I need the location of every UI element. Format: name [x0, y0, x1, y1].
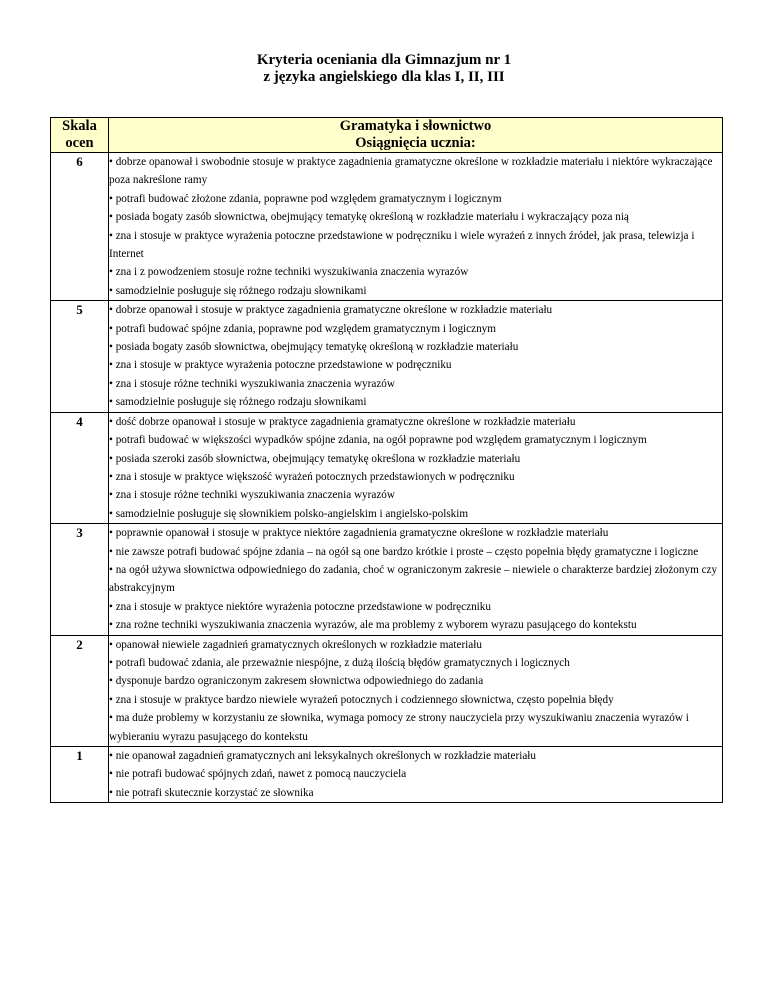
- criteria-item: • zna rożne techniki wyszukiwania znaczenia wyrazów, ale ma problemy z wyborem wyrazu pasującego do kontekstu: [109, 619, 637, 632]
- criteria-item: • potrafi budować złożone zdania, poprawne pod względem gramatycznym i logicznym: [109, 192, 502, 205]
- criteria-item: • zna i stosuje w praktyce niektóre wyrażenia potoczne przedstawione w podręczniku: [109, 600, 491, 613]
- criteria-item: • poprawnie opanował i stosuje w praktyce niektóre zagadnienia gramatyczne określone w rozkładzie materiału: [109, 527, 609, 540]
- criteria-item: • potrafi budować w większości wypadków spójne zdania, na ogół poprawne pod względem gramatycznym i logicznym: [109, 434, 647, 447]
- criteria-cell: [109, 153, 723, 301]
- header-grade-scale: [51, 118, 109, 153]
- header-grade-scale-line1: Skala: [62, 118, 97, 134]
- criteria-item: • zna i stosuje różne techniki wyszukiwania znaczenia wyrazów: [109, 377, 395, 390]
- criteria-item: • zna i z powodzeniem stosuje rożne techniki wyszukiwania znaczenia wyrazów: [109, 266, 469, 279]
- header-achievements: [109, 118, 723, 153]
- criteria-table: [50, 117, 723, 803]
- grade-cell: 2: [51, 635, 109, 746]
- criteria-item: • ma duże problemy w korzystaniu ze słownika, wymaga pomocy ze strony nauczyciela przy wyszukiwaniu znaczenia wyrazów i wybieraniu wyrazu pasującego do kontekstu: [109, 712, 689, 743]
- criteria-rows: [51, 153, 723, 803]
- criteria-item: • nie potrafi budować spójnych zdań, nawet z pomocą nauczyciela: [109, 768, 407, 781]
- criteria-cell: [109, 747, 723, 803]
- title-line-1: Kryteria oceniania dla Gimnazjum nr 1: [256, 52, 512, 68]
- table-row: [51, 153, 723, 301]
- header-achievements-line2: Osiągnięcia ucznia:: [355, 135, 476, 151]
- criteria-item: • dobrze opanował i swobodnie stosuje w praktyce zagadnienia gramatyczne określone w rozkładzie materiału i niektóre wykraczające poza nakreślone ramy: [109, 156, 713, 187]
- criteria-item: • zna i stosuje w praktyce wyrażenia potoczne przedstawione w podręczniku i wiele wyrażeń z innych źródeł, jak prasa, telewizja i Internet: [109, 229, 695, 261]
- header-grade-scale-line2: ocen: [65, 135, 94, 151]
- criteria-item: • na ogół używa słownictwa odpowiedniego do zadania, choć w ograniczonym zakresie – niewiele o charakterze bardziej złożonym czy abstrakcyjnym: [109, 563, 718, 595]
- criteria-item: • zna i stosuje w praktyce większość wyrażeń potocznych przedstawionych w podręczniku: [109, 470, 515, 483]
- table-row: [51, 635, 723, 746]
- grade-cell: 5: [51, 301, 109, 412]
- criteria-item: • samodzielnie posługuje się różnego rodzaju słownikami: [109, 284, 367, 297]
- criteria-item: • nie zawsze potrafi budować spójne zdania – na ogół są one bardzo krótkie i proste – często popełnia błędy gramatyczne i logiczne: [109, 545, 699, 558]
- criteria-item: • zna i stosuje w praktyce wyrażenia potoczne przedstawione w podręczniku: [109, 359, 452, 372]
- criteria-item: • nie potrafi skutecznie korzystać ze słownika: [109, 786, 314, 799]
- criteria-item: • dobrze opanował i stosuje w praktyce zagadnienia gramatyczne określone w rozkładzie materiału: [109, 304, 553, 317]
- criteria-item: • dość dobrze opanował i stosuje w praktyce zagadnienia gramatyczne określone w rozkładzie materiału: [109, 415, 576, 428]
- criteria-item: • posiada bogaty zasób słownictwa, obejmujący tematykę określoną w rozkładzie materiału i wykraczający poza nią: [109, 211, 629, 224]
- table-row: [51, 747, 723, 803]
- criteria-item: • zna i stosuje w praktyce bardzo niewiele wyrażeń potocznych i codziennego słownictwa, często popełnia błędy: [109, 693, 614, 706]
- criteria-item: • dysponuje bardzo ograniczonym zakresem słownictwa odpowiedniego do zadania: [109, 675, 484, 688]
- criteria-item: • nie opanował zagadnień gramatycznych ani leksykalnych określonych w rozkładzie materiału: [109, 750, 537, 762]
- document-title: [0, 52, 768, 86]
- criteria-item: • potrafi budować spójne zdania, poprawne pod względem gramatycznym i logicznym: [109, 322, 496, 335]
- header-achievements-line1: Gramatyka i słownictwo: [339, 118, 492, 134]
- table-row: [51, 412, 723, 523]
- criteria-item: • samodzielnie posługuje się różnego rodzaju słownikami: [109, 396, 367, 409]
- criteria-item: • samodzielnie posługuje się słownikiem polsko-angielskim i angielsko-polskim: [109, 507, 469, 520]
- criteria-item: • opanował niewiele zagadnień gramatycznych określonych w rozkładzie materiału: [109, 638, 482, 651]
- table-header-row: [51, 118, 723, 153]
- grade-cell: 1: [51, 747, 109, 803]
- criteria-item: • posiada bogaty zasób słownictwa, obejmujący tematykę określoną w rozkładzie materiału: [109, 341, 519, 354]
- table-row: [51, 524, 723, 635]
- table-row: [51, 301, 723, 412]
- title-line-2: z języka angielskiego dla klas I, II, III: [263, 69, 505, 85]
- grade-cell: 3: [51, 524, 109, 635]
- criteria-cell: [109, 301, 723, 412]
- criteria-item: • zna i stosuje różne techniki wyszukiwania znaczenia wyrazów: [109, 489, 395, 502]
- criteria-cell: [109, 524, 723, 635]
- criteria-item: • posiada szeroki zasób słownictwa, obejmujący tematykę określona w rozkładzie materiału: [109, 452, 521, 465]
- grade-cell: 6: [51, 153, 109, 301]
- criteria-cell: [109, 412, 723, 523]
- grade-cell: 4: [51, 412, 109, 523]
- criteria-item: • potrafi budować zdania, ale przeważnie niespójne, z dużą ilością błędów gramatycznych i logicznych: [109, 656, 570, 669]
- criteria-cell: [109, 635, 723, 746]
